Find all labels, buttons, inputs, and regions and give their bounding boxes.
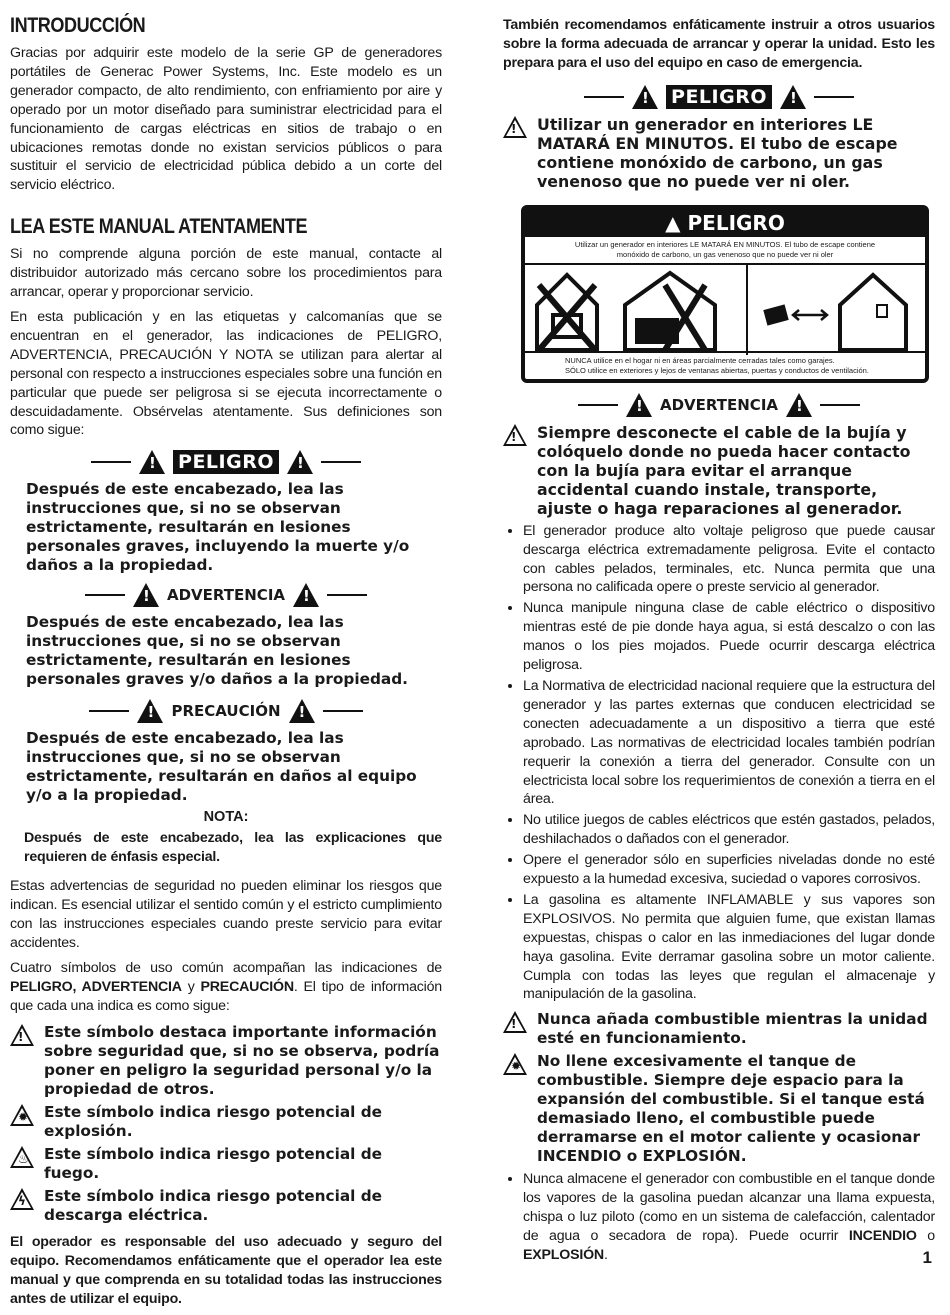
peligro-label: PELIGRO (173, 450, 279, 474)
precaucion-definition: Después de este encabezado, lea las instrucciones que, si no se observan estrictamente, resultarán en daños al equipo y/o a la propiedad. (26, 729, 417, 805)
warning-triangle-icon (289, 699, 315, 723)
precaucion-label: PRECAUCIÓN (171, 702, 281, 721)
safety-alert-icon: ! (10, 1024, 36, 1048)
advertencia-definition: Después de este encabezado, lea las instrucciones que, si no se observan estrictamente, resultarán en lesiones personales graves y/o daños a la propiedad. (26, 613, 408, 689)
precaucion-header (10, 699, 442, 723)
symbol-fire-text: Este símbolo indica riesgo potencial de fuego. (44, 1145, 383, 1183)
peligro-label-right: PELIGRO (666, 85, 772, 109)
peligro-header (10, 450, 442, 474)
safety-alert-icon: ! (503, 116, 529, 140)
instruct-paragraph: También recomendamos enfáticamente instruir a otros usuarios sobre la forma adecuada de arrancar y operar la unidad. Esto les prepara para el uso del equipo en caso de emergencia. (503, 17, 935, 71)
advertencia-header-right (503, 393, 935, 417)
warning-triangle-icon (293, 583, 319, 607)
peligro-definition: Después de este encabezado, lea las instrucciones que, si no se observan estrictamente, resultarán en lesiones personales graves, incluyendo la muerte y/o daños a la propiedad. (26, 480, 410, 575)
symbols-intro-paragraph: Cuatro símbolos de uso común acompañan las indicaciones de PELIGRO, ADVERTENCIA y PRECAUCIÓN. El tipo de información que cada una indica es como sigue: (10, 959, 442, 1014)
warning-triangle-icon (133, 583, 159, 607)
storage-bullet-list (503, 1170, 935, 1265)
read-manual-heading: LEA ESTE MANUAL ATENTAMENTE (10, 215, 308, 239)
outdoor-generator-icon (763, 304, 827, 325)
list-item: • No utilice juegos de cables eléctricos que estén gastados, pelados, deshilachados o dañados con el generador. (523, 811, 935, 849)
advertencia-label: ADVERTENCIA (166, 586, 286, 605)
read-manual-paragraph-1: Si no comprende alguna porción de este manual, contacte al distribuidor autorizado más cercano sobre los procedimientos para arrancar, operar y proporcionar servicio. (10, 246, 442, 301)
spark-plug-text: Siempre desconecte el cable de la bujía y colóquelo donde no pueda hacer contacto con la bujía para evitar el arranque accidental cuando instale, transporte, ajuste o haga reparaciones al generador. (537, 422, 911, 518)
safety-alert-icon: ! (503, 424, 529, 448)
symbol-row-shock (10, 1187, 442, 1225)
spark-plug-warning (503, 423, 935, 518)
nota-definition: Después de este encabezado, lea las explicaciones que requieren de énfasis especial. (24, 830, 442, 866)
advertencia-label-right: ADVERTENCIA (659, 395, 779, 414)
intro-heading: INTRODUCCIÓN (10, 14, 146, 37)
fire-icon: ♨ (10, 1146, 36, 1170)
electric-shock-icon: ϟ (10, 1188, 36, 1212)
symbol-row-safety (10, 1023, 442, 1099)
warning-triangle-icon (786, 393, 812, 417)
warning-triangle-icon (632, 85, 658, 109)
list-item: • El generador produce alto voltaje peligroso que puede causar descarga eléctrica extremadamente peligrosa. Evite el contacto con cables pelados, terminales, etc. Nunca permita que una persona no calificada opere o preste servicio al generador. (523, 522, 935, 598)
read-manual-paragraph-2: En esta publicación y en las etiquetas y calcomanías que se encuentran en el generador, las indicaciones de PELIGRO, ADVERTENCIA, PRECAUCIÓN Y NOTA se utilizan para alertar al personal con respecto a instrucciones especiales sobre una función en particular que puede ser peligrosa si se ejecuta incorrectamente o descuidadamente. Obsérvelas atentamente. Sus definiciones son como sigue: (10, 308, 442, 439)
warning-triangle-icon (139, 450, 165, 474)
overfill-warning (503, 1052, 935, 1166)
danger-label-panel (521, 205, 929, 383)
advertencia-header (10, 583, 442, 607)
peligro-header-right (503, 85, 935, 109)
symbol-shock-text: Este símbolo indica riesgo potencial de descarga eléctrica. (44, 1187, 383, 1225)
list-item: • La Normativa de electricidad nacional requiere que la estructura del generador y las partes externas que conducen electricidad se conecten adecuadamente a un dispositivo a tierra que esté aprobado. Las normativas de electricidad locales también podrían requerir la conexión a tierra del generador. Consulte con un electricista local sobre los requerimientos de conexión a tierra en el área. (523, 677, 935, 809)
peligro-indoor-text: Utilizar un generador en interiores LE MATARÁ EN MINUTOS. El tubo de escape contiene monóxido de carbono, un gas venenoso que no puede ver ni oler. (537, 114, 898, 191)
intro-paragraph: Gracias por adquirir este modelo de la serie GP de generadores portátiles de Generac Power Systems, Inc. Este modelo es un generador compacto, de alto rendimiento, con enfriamiento por aire y operado por un motor diseñado para suministrar electricidad para el funcionamiento de cargas eléctricas en sitios de trabajo o en ubicaciones remotas donde no existan servicios públicos o para sustituir el servicio de electricidad pública debido a un corte del servicio eléctrico. (10, 45, 442, 194)
symbol-row-explosion (10, 1103, 442, 1141)
nota-label: NOTA: (203, 809, 249, 826)
explosion-icon: ✹ (503, 1053, 529, 1077)
safety-bullet-list (503, 522, 935, 1005)
house-window-icon (840, 275, 906, 350)
warning-triangle-icon (287, 450, 313, 474)
list-item: • Nunca almacene el generador con combustible en el tanque donde los vapores de la gasolina puedan alcanzar una llama expuesta, chispa o luz piloto (como en un sistema de calefacción, calentador de agua o secadora de ropa). Puede ocurrir INCENDIO o EXPLOSIÓN. (523, 1170, 935, 1265)
overfill-warning-text: No llene excesivamente el tanque de combustible. Siempre deje espacio para la expansión del combustible. Si el tanque está demasiado lleno, el combustible puede derramarse en el motor caliente y ocasionar INCENDIO o EXPLOSIÓN. (537, 1052, 925, 1166)
operator-paragraph: El operador es responsable del uso adecuado y seguro del equipo. Recomendamos enfáticamente que el operador lea este manual y que comprenda en su totalidad todas las instrucciones antes de utilizar el equipo. (10, 1234, 442, 1308)
left-column (10, 0, 442, 1315)
panel-illustration (525, 265, 915, 355)
garage-car-icon (625, 273, 715, 350)
symbol-row-fire (10, 1145, 442, 1183)
warning-triangle-icon (780, 85, 806, 109)
safety-alert-icon: ! (503, 1011, 529, 1035)
list-item: • La gasolina es altamente INFLAMABLE y sus vapores son EXPLOSIVOS. No permita que alguien fume, que existan llamas expuestas, chispas o calor en las inmediaciones del lugar donde haya gasolina. Evite derramar gasolina sobre un motor caliente. Cumpla con todas las leyes que regulan el almacenaje y manipulación de la gasolina. (523, 891, 935, 1004)
warning-triangle-icon (137, 699, 163, 723)
fuel-warning (503, 1010, 935, 1048)
panel-small-text: Utilizar un generador en interiores LE MATARÁ EN MINUTOS. El tubo de escape contiene monóxido de carbono, un gas venenoso que no puede ver ni oler (525, 237, 925, 265)
right-column (503, 0, 935, 1267)
page-number: 1 (922, 1248, 932, 1267)
panel-bottom-text: NUNCA utilice en el hogar ni en áreas parcialmente cerradas tales como garajes. SÓLO utilice en exteriores y lejos de ventanas abiertas, puertas y conductos de ventilación. (525, 351, 925, 379)
symbol-safety-text: Este símbolo destaca importante información sobre seguridad que, si no se observa, podría poner en peligro la seguridad personal y/o la propiedad de otros. (44, 1023, 440, 1099)
explosion-icon: ✹ (10, 1104, 36, 1128)
list-item: • Nunca manipule ninguna clase de cable eléctrico o dispositivo mientras esté de pie donde haya agua, si está descalzo o con las manos o los pies mojados. Puede ocurrir descarga eléctrica peligrosa. (523, 599, 935, 675)
panel-title: ▲ PELIGRO (525, 209, 925, 237)
fuel-warning-text: Nunca añada combustible mientras la unidad esté en funcionamiento. (537, 1010, 928, 1048)
symbol-explosion-text: Este símbolo indica riesgo potencial de explosión. (44, 1103, 383, 1141)
warning-triangle-icon (626, 393, 652, 417)
house-generator-icon (537, 275, 597, 350)
safety-paragraph: Estas advertencias de seguridad no pueden eliminar los riesgos que indican. Es esencial utilizar el sentido común y el estricto cumplimiento con las instrucciones especiales cuando preste servicio para evitar accidentes. (10, 878, 442, 951)
peligro-indoor-warning (503, 115, 935, 191)
list-item: • Opere el generador sólo en superficies niveladas donde no esté expuesto a la humedad excesiva, suciedad o vapores corrosivos. (523, 851, 935, 889)
